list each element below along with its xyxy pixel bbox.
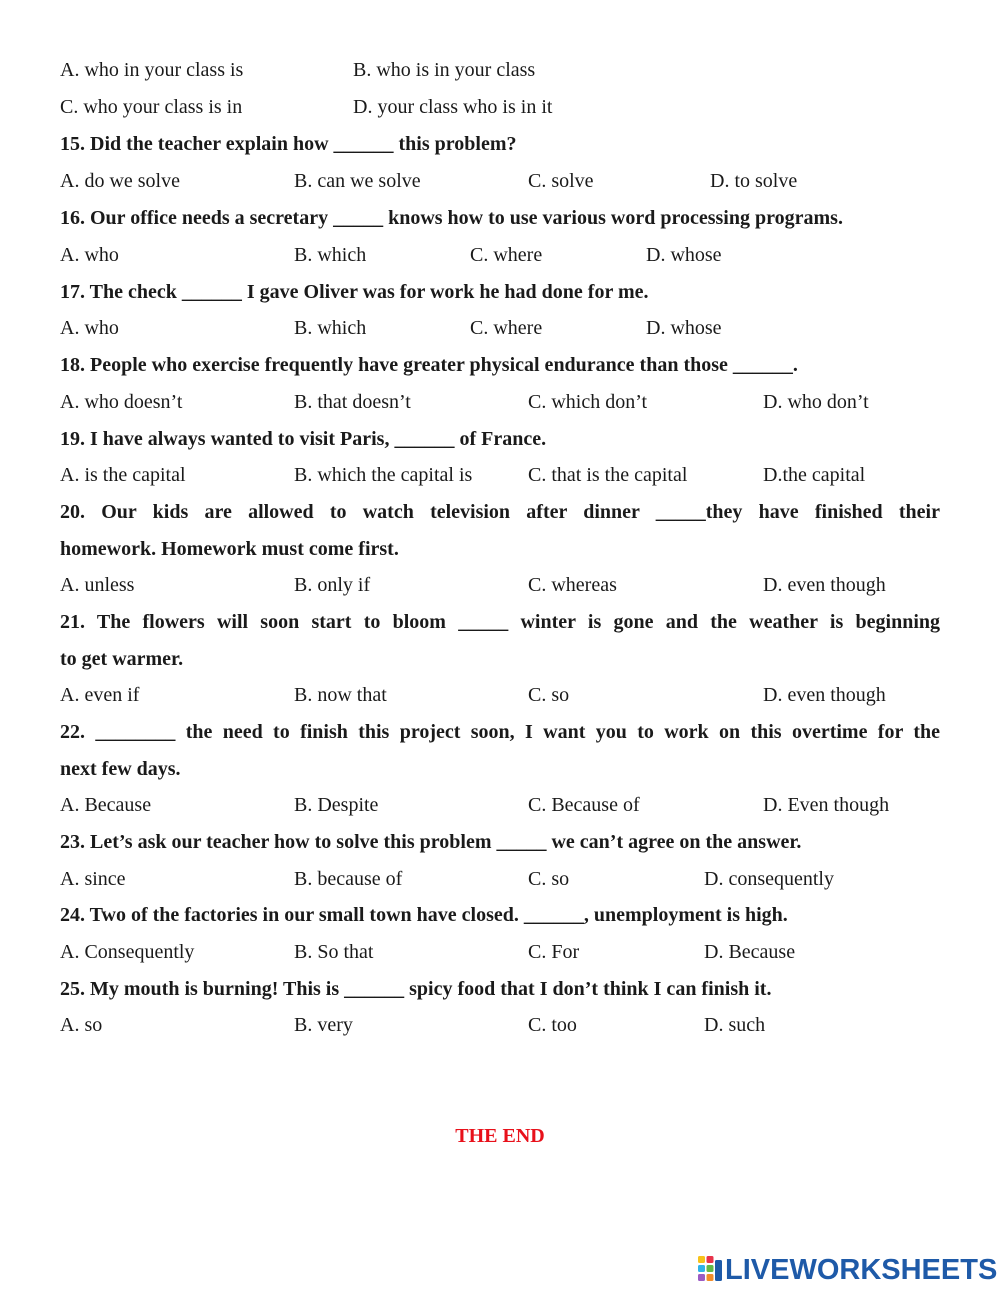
option-a[interactable]: A. since	[60, 868, 126, 890]
option-a[interactable]: A. who	[60, 244, 119, 266]
question-19: 19. I have always wanted to visit Paris, ______ of France.	[60, 428, 547, 450]
question-18: 18. People who exercise frequently have greater physical endurance than those ______.	[60, 354, 798, 376]
liveworksheets-logo[interactable]	[698, 1255, 997, 1285]
liveworksheets-logo-icon	[698, 1256, 722, 1284]
question-20-line-1: 20. Our kids are allowed to watch television after dinner _____they have finished their	[60, 501, 940, 523]
option-b[interactable]: B. very	[294, 1014, 353, 1036]
option-c[interactable]: C. so	[528, 684, 570, 706]
option-d[interactable]: D. who don’t	[763, 391, 869, 413]
option-b[interactable]: B. because of	[294, 868, 403, 890]
option-a[interactable]: A. is the capital	[60, 464, 186, 486]
question-22-line-1: 22. ________ the need to finish this project soon, I want you to work on this overtime for the	[60, 721, 940, 743]
option-c[interactable]: C. For	[528, 941, 580, 963]
question-17: 17. The check ______ I gave Oliver was for work he had done for me.	[60, 281, 649, 303]
option-a[interactable]: A. do we solve	[60, 170, 180, 192]
option-a[interactable]: A. Because	[60, 794, 152, 816]
option-d[interactable]: D. your class who is in it	[353, 96, 553, 118]
option-b[interactable]: B. that doesn’t	[294, 391, 411, 413]
question-20-line-2: homework. Homework must come first.	[60, 538, 399, 560]
option-b[interactable]: B. which the capital is	[294, 464, 473, 486]
option-a[interactable]: A. unless	[60, 574, 135, 596]
option-d[interactable]: D. consequently	[704, 868, 834, 890]
option-b[interactable]: B. now that	[294, 684, 387, 706]
option-d[interactable]: D.the capital	[763, 464, 866, 486]
option-d[interactable]: D. whose	[646, 244, 722, 266]
option-a[interactable]: A. who	[60, 317, 119, 339]
option-c[interactable]: C. where	[470, 317, 543, 339]
option-d[interactable]: D. even though	[763, 574, 886, 596]
option-a[interactable]: A. who doesn’t	[60, 391, 183, 413]
option-a[interactable]: A. even if	[60, 684, 140, 706]
option-b[interactable]: B. only if	[294, 574, 371, 596]
option-c[interactable]: C. where	[470, 244, 543, 266]
question-21-line-2: to get warmer.	[60, 648, 184, 670]
option-c[interactable]: C. that is the capital	[528, 464, 688, 486]
option-b[interactable]: B. which	[294, 317, 367, 339]
option-c[interactable]: C. who your class is in	[60, 96, 243, 118]
option-a[interactable]: A. so	[60, 1014, 103, 1036]
option-c[interactable]: C. too	[528, 1014, 577, 1036]
option-c[interactable]: C. solve	[528, 170, 594, 192]
option-d[interactable]: D. whose	[646, 317, 722, 339]
option-a[interactable]: A. who in your class is	[60, 59, 244, 81]
option-b[interactable]: B. So that	[294, 941, 374, 963]
option-a[interactable]: A. Consequently	[60, 941, 195, 963]
question-24: 24. Two of the factories in our small town have closed. ______, unemployment is high.	[60, 904, 788, 926]
option-c[interactable]: C. whereas	[528, 574, 617, 596]
option-c[interactable]: C. Because of	[528, 794, 640, 816]
option-c[interactable]: C. which don’t	[528, 391, 648, 413]
option-b[interactable]: B. who is in your class	[353, 59, 536, 81]
option-d[interactable]: D. even though	[763, 684, 886, 706]
question-16: 16. Our office needs a secretary _____ knows how to use various word processing programs.	[60, 207, 843, 229]
option-d[interactable]: D. such	[704, 1014, 766, 1036]
the-end-label: THE END	[455, 1125, 545, 1147]
question-15: 15. Did the teacher explain how ______ this problem?	[60, 133, 517, 155]
question-25: 25. My mouth is burning! This is ______ spicy food that I don’t think I can finish it.	[60, 978, 772, 1000]
question-21-line-1: 21. The flowers will soon start to bloom _____ winter is gone and the weather is beginning	[60, 611, 940, 633]
liveworksheets-logo-text: LIVEWORKSHEETS	[725, 1254, 998, 1286]
option-d[interactable]: D. to solve	[710, 170, 798, 192]
option-d[interactable]: D. Because	[704, 941, 796, 963]
option-b[interactable]: B. can we solve	[294, 170, 421, 192]
option-b[interactable]: B. Despite	[294, 794, 379, 816]
question-22-line-2: next few days.	[60, 758, 181, 780]
option-c[interactable]: C. so	[528, 868, 570, 890]
option-d[interactable]: D. Even though	[763, 794, 890, 816]
question-23: 23. Let’s ask our teacher how to solve this problem _____ we can’t agree on the answer.	[60, 831, 802, 853]
option-b[interactable]: B. which	[294, 244, 367, 266]
